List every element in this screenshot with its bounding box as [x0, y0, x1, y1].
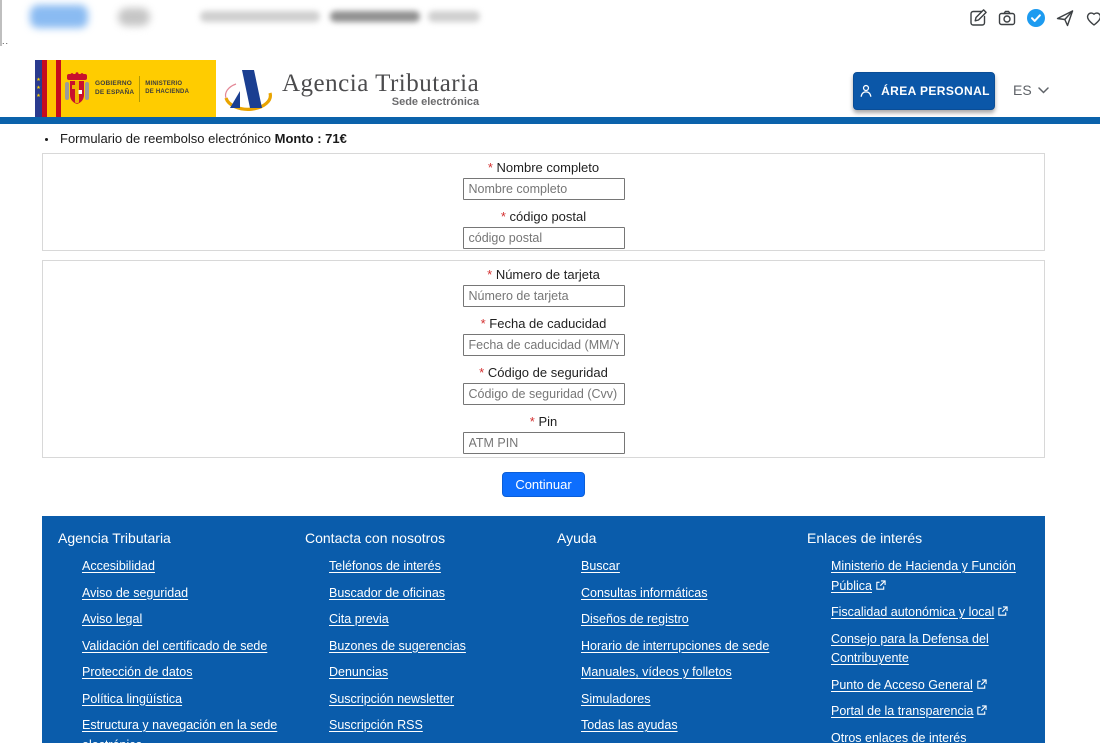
compose-icon[interactable]: [968, 8, 988, 28]
fecha-caducidad-input[interactable]: [463, 334, 625, 356]
fecha-caducidad-label: * Fecha de caducidad: [480, 316, 607, 331]
footer-column-ayuda: [557, 530, 807, 751]
footer-column-title: Contacta con nosotros: [305, 530, 446, 546]
footer-link-buscar[interactable]: Buscar: [581, 559, 620, 573]
area-personal-button[interactable]: [853, 72, 995, 110]
browser-bar: [0, 0, 1100, 32]
footer-link-item: [82, 583, 287, 603]
footer-link-fiscalidad[interactable]: Fiscalidad autonómica y local: [831, 605, 1008, 619]
personal-info-box: [42, 153, 1045, 251]
camera-icon[interactable]: [997, 8, 1017, 28]
footer-link-disenos-registro[interactable]: Diseños de registro: [581, 612, 689, 627]
blurred-favicon: [118, 8, 150, 26]
logo-divider: [139, 76, 140, 102]
footer-link-denuncias[interactable]: Denuncias: [329, 665, 389, 680]
footer-column-title: Agencia Tributaria: [58, 530, 171, 546]
numero-tarjeta-input[interactable]: [463, 285, 625, 307]
codigo-postal-label: * código postal: [500, 209, 587, 224]
footer-column-agencia-tributaria: [58, 530, 305, 751]
footer-link-item: [82, 662, 287, 682]
footer-link-manuales-videos[interactable]: Manuales, vídeos y folletos: [581, 665, 732, 680]
footer-link-proteccion-datos[interactable]: Protección de datos: [82, 665, 193, 680]
footer-link-item: [82, 715, 287, 751]
external-link-icon: [976, 679, 987, 690]
footer-link-portal-transparencia[interactable]: Portal de la transparencia: [831, 704, 987, 718]
submit-row: [42, 472, 1045, 497]
footer-link-item: [329, 556, 539, 576]
codigo-postal-input[interactable]: [463, 227, 625, 249]
nombre-completo-label: * Nombre completo: [487, 160, 600, 175]
footer-link-item: [831, 556, 1027, 595]
footer-link-item: [329, 583, 539, 603]
spain-flag: ★ ★ ★: [35, 60, 61, 117]
footer-link-politica-linguistica[interactable]: Política lingüística: [82, 691, 183, 706]
footer-column-contacta: [305, 530, 557, 751]
required-marker: *: [529, 414, 535, 429]
chevron-down-icon: [1038, 87, 1049, 94]
agencia-tributaria-logo-icon[interactable]: [222, 67, 274, 111]
verified-badge-icon[interactable]: [1026, 8, 1046, 28]
field-pin: [43, 414, 1044, 454]
site-footer: [42, 516, 1045, 751]
required-marker: *: [500, 209, 506, 224]
footer-link-validacion-certificado[interactable]: Validación del certificado de sede: [82, 638, 268, 653]
card-info-box: [42, 260, 1045, 458]
footer-link-item: [831, 728, 1027, 748]
footer-link-item: [329, 609, 539, 629]
nombre-completo-input[interactable]: [463, 178, 625, 200]
blurred-url-segment: [428, 11, 480, 22]
codigo-seguridad-input[interactable]: [463, 383, 625, 405]
footer-link-item: [329, 689, 539, 709]
gobierno-text: GOBIERNO DE ESPAÑA: [95, 80, 135, 96]
pin-label: * Pin: [529, 414, 558, 429]
form-title-list: [45, 131, 1100, 146]
footer-link-item: [581, 609, 789, 629]
footer-link-item: [581, 636, 789, 656]
field-codigo-seguridad: [43, 365, 1044, 405]
required-marker: *: [479, 365, 485, 380]
footer-link-item: [581, 715, 789, 735]
blurred-url-segment: [330, 11, 420, 22]
numero-tarjeta-label: * Número de tarjeta: [487, 267, 600, 282]
blurred-tab[interactable]: [30, 5, 88, 28]
site-header: [0, 60, 1100, 117]
footer-link-consejo-defensa[interactable]: Consejo para la Defensa del Contribuyente: [831, 631, 989, 666]
footer-link-punto-acceso[interactable]: Punto de Acceso General: [831, 678, 987, 692]
footer-link-cita-previa[interactable]: Cita previa: [329, 612, 389, 627]
heart-icon[interactable]: [1084, 8, 1100, 28]
form-title-text: Formulario de reembolso electrónico: [60, 131, 271, 146]
blurred-url-segment: [200, 11, 320, 22]
ministerio-text: MINISTERIO DE HACIENDA: [145, 80, 190, 95]
footer-link-buzones[interactable]: Buzones de sugerencias: [329, 638, 466, 653]
footer-link-item: [82, 609, 287, 629]
main-content: [0, 131, 1100, 751]
brand-subtitle: Sede electrónica: [391, 96, 480, 108]
footer-link-item: [831, 629, 1027, 668]
codigo-seguridad-label: * Código de seguridad: [479, 365, 608, 380]
language-code: ES: [1013, 82, 1032, 98]
language-selector[interactable]: [1013, 82, 1049, 98]
footer-link-item: [82, 689, 287, 709]
footer-link-otros-enlaces[interactable]: Otros enlaces de interés: [831, 730, 967, 745]
footer-link-item: [82, 556, 287, 576]
footer-link-aviso-legal[interactable]: Aviso legal: [82, 612, 143, 627]
footer-link-aviso-seguridad[interactable]: Aviso de seguridad: [82, 585, 189, 600]
footer-column-title: Ayuda: [557, 530, 597, 546]
footer-link-item: [831, 602, 1027, 622]
field-fecha-caducidad: [43, 316, 1044, 356]
footer-link-item: [82, 636, 287, 656]
header-accent-bar: [0, 117, 1100, 124]
footer-link-item: [581, 689, 789, 709]
field-numero-tarjeta: [43, 267, 1044, 307]
required-marker: *: [487, 160, 493, 175]
footer-link-item: [581, 662, 789, 682]
external-link-icon: [997, 606, 1008, 617]
browser-toolbar-icons: [968, 7, 1100, 29]
footer-link-estructura-navegacion[interactable]: Estructura y navegación en la sede electrónica: [82, 718, 278, 751]
footer-link-todas-ayudas[interactable]: Todas las ayudas: [581, 718, 678, 733]
brand-name: Agencia Tributaria: [282, 70, 480, 97]
required-marker: *: [480, 316, 486, 331]
footer-link-item: [329, 662, 539, 682]
footer-link-telefonos[interactable]: Teléfonos de interés: [329, 559, 441, 573]
footer-link-consultas-informaticas[interactable]: Consultas informáticas: [581, 585, 708, 600]
person-icon: [858, 83, 874, 99]
footer-link-item: [581, 556, 789, 576]
page-dots-artifact: ..: [2, 36, 10, 46]
external-link-icon: [976, 705, 987, 716]
footer-link-item: [581, 583, 789, 603]
footer-link-ministerio-hacienda[interactable]: Ministerio de Hacienda y Función Pública: [831, 559, 1016, 593]
continue-button[interactable]: Continuar: [502, 472, 584, 497]
pin-input[interactable]: [463, 432, 625, 454]
brand-text[interactable]: [282, 70, 479, 108]
footer-link-accesibilidad[interactable]: Accesibilidad: [82, 559, 155, 573]
form-title: [45, 131, 1100, 146]
footer-link-item: [329, 636, 539, 656]
footer-link-item: [831, 701, 1027, 721]
footer-link-suscripcion-newsletter[interactable]: Suscripción newsletter: [329, 691, 455, 706]
footer-link-suscripcion-rss[interactable]: Suscripción RSS: [329, 718, 423, 733]
field-nombre-completo: [43, 160, 1044, 200]
area-personal-label: ÁREA PERSONAL: [881, 84, 990, 98]
field-codigo-postal: [43, 209, 1044, 249]
footer-link-simuladores[interactable]: Simuladores: [581, 691, 651, 706]
footer-link-buscador-oficinas[interactable]: Buscador de oficinas: [329, 585, 446, 600]
footer-link-item: [329, 715, 539, 735]
external-link-icon: [875, 580, 886, 591]
coat-of-arms-icon: [64, 72, 90, 106]
gobierno-espana-logo[interactable]: [35, 60, 216, 117]
footer-column-title: Enlaces de interés: [807, 530, 923, 546]
refund-amount: Monto : 71€: [274, 131, 347, 146]
footer-link-horario-interrupciones[interactable]: Horario de interrupciones de sede: [581, 638, 770, 653]
send-icon[interactable]: [1055, 8, 1075, 28]
footer-link-item: [831, 675, 1027, 695]
footer-column-enlaces: [807, 530, 1045, 751]
required-marker: *: [487, 267, 493, 282]
